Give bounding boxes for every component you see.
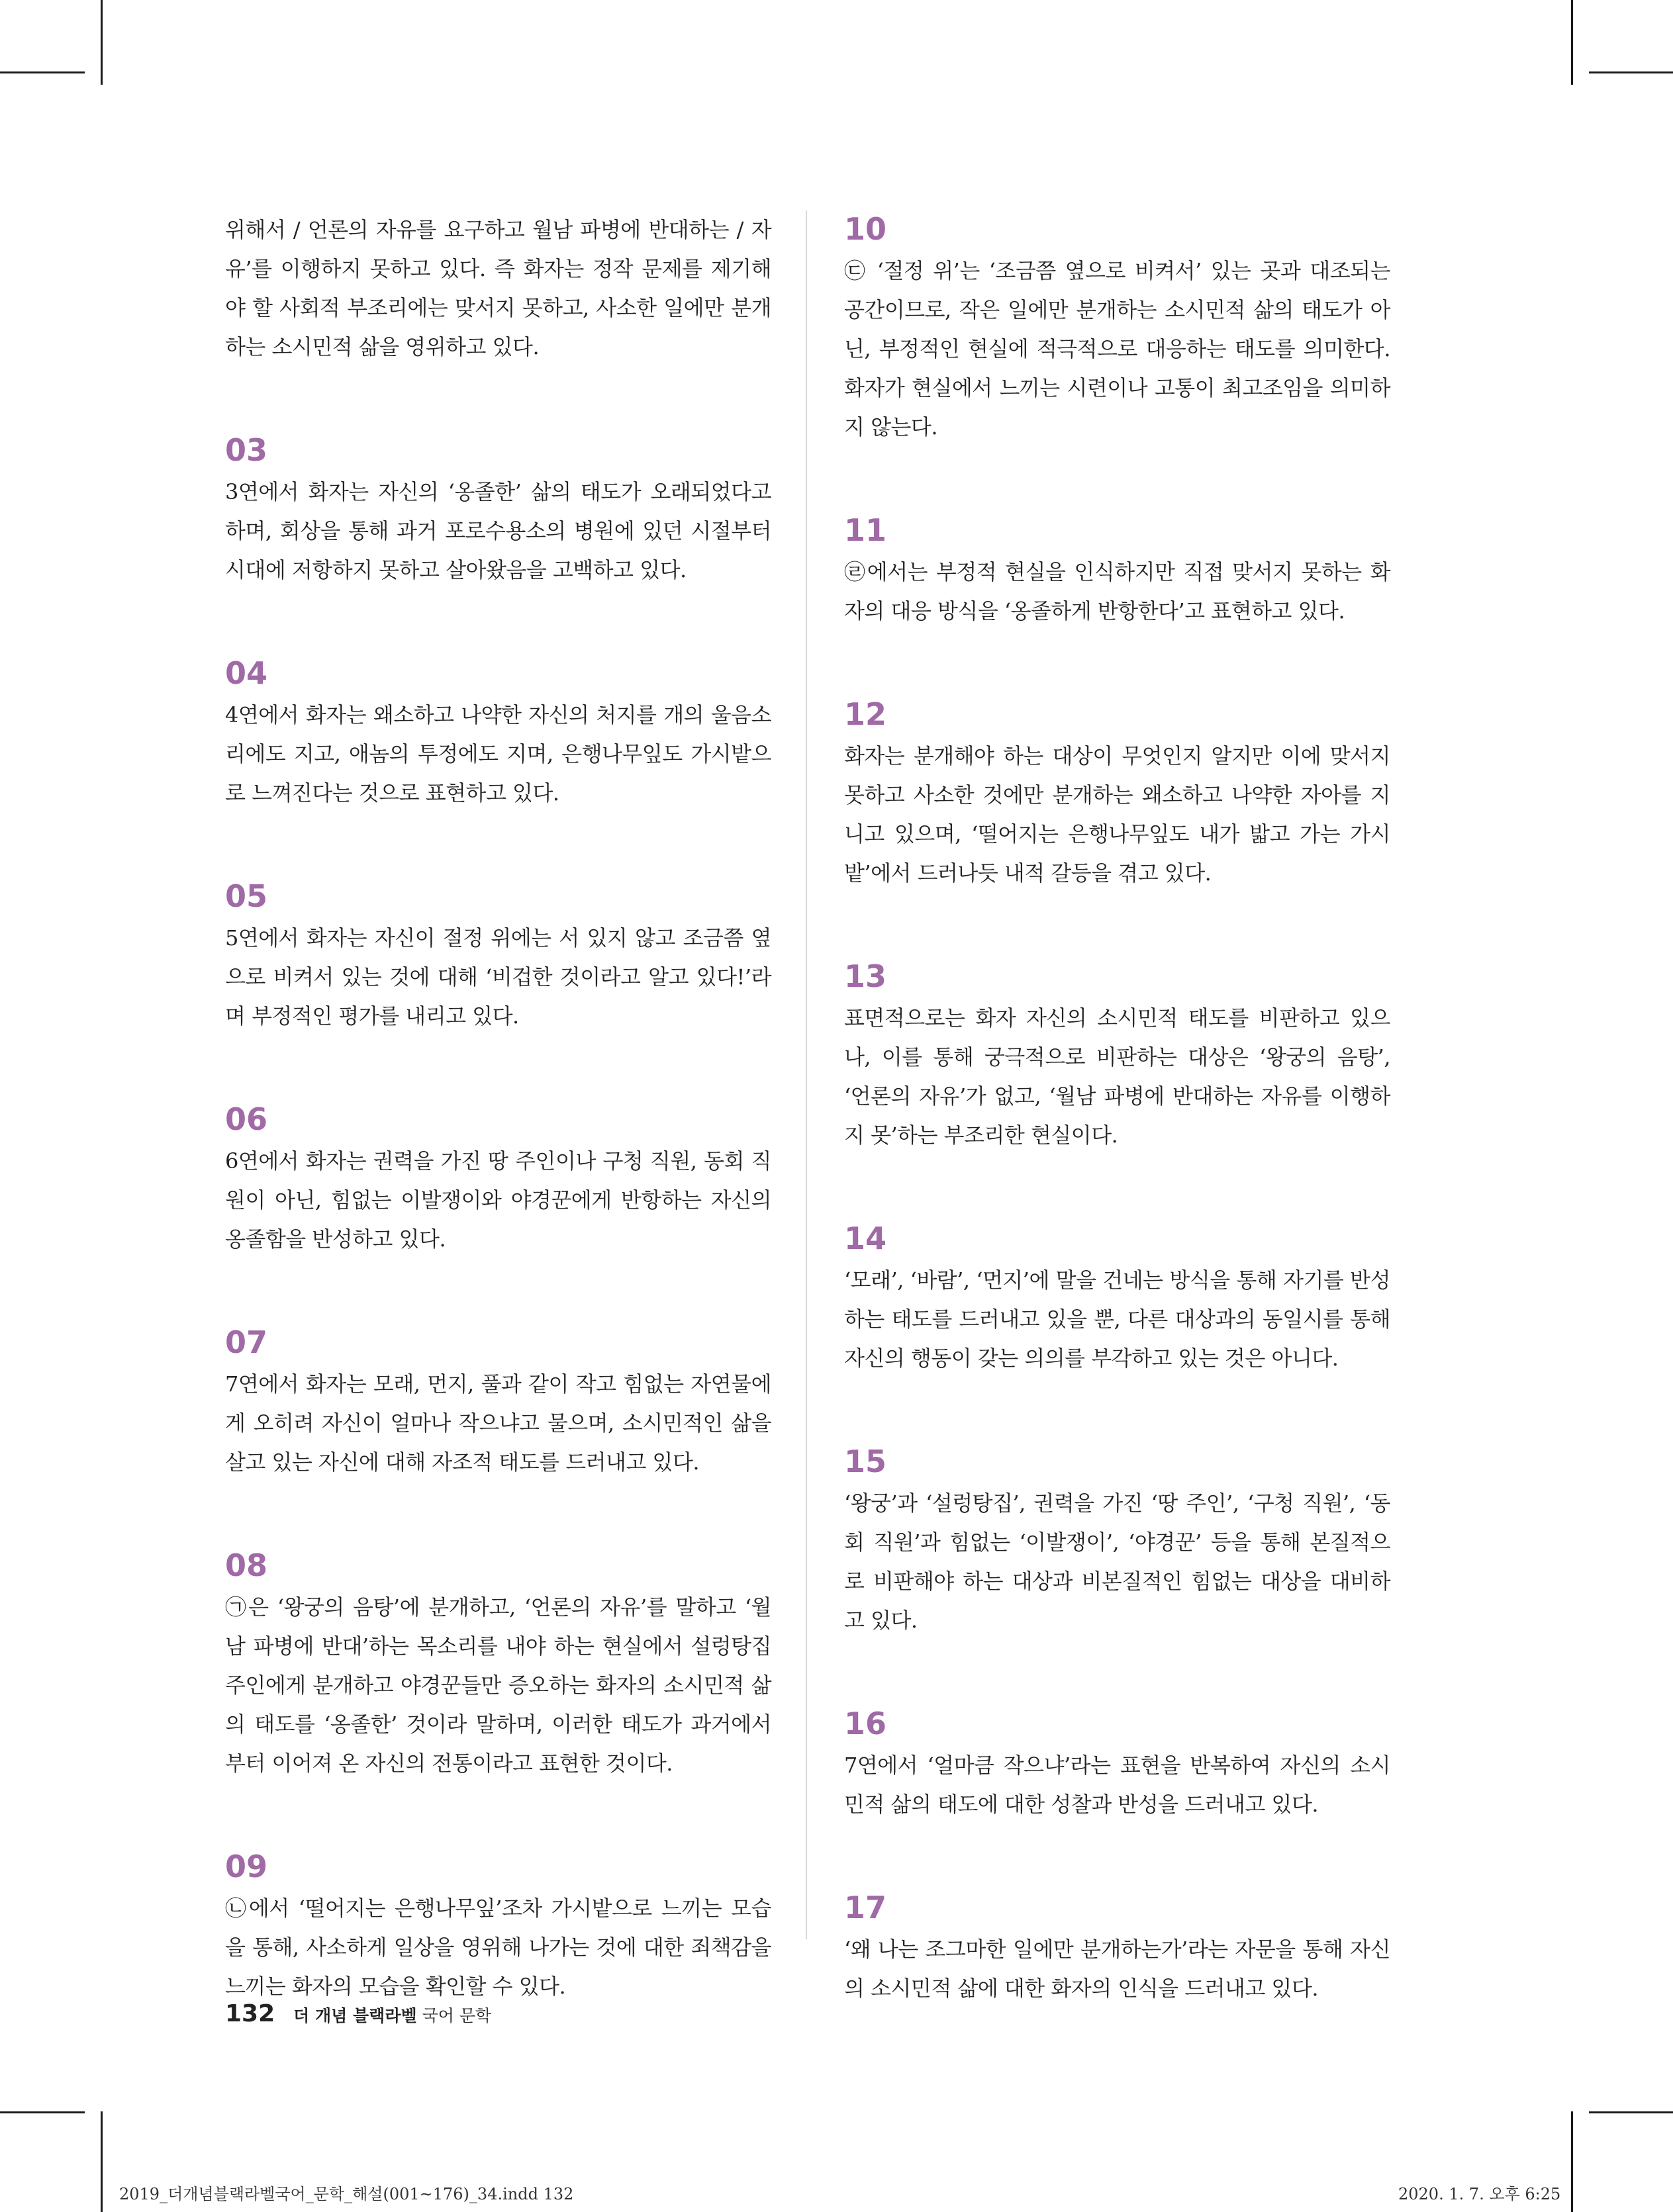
answer-text: 7연에서 ‘얼마큼 작으냐’라는 표현을 반복하여 자신의 소시민적 삶의 태도에 대한 성찰과 반성을 드러내고 있다.: [844, 1753, 1390, 1817]
answer-entry: [844, 696, 1390, 893]
left-column: [225, 210, 771, 2071]
answer-number: 05: [225, 878, 268, 914]
slug-file: 2019_더개념블랙라벨국어_문학_해설(001~176)_34.indd 132: [119, 2185, 574, 2203]
answer-text: ‘모래’, ‘바람’, ‘먼지’에 말을 건네는 방식을 통해 자기를 반성하는 태도를 드러내고 있을 뿐, 다른 대상과의 동일시를 통해 자신의 행동이 갖는 의의를 부각하고 있는 것은 아니다.: [844, 1267, 1390, 1371]
answer-number: 03: [225, 432, 268, 468]
answer-entry: [844, 1220, 1390, 1378]
answer-text: 4연에서 화자는 왜소하고 나약한 자신의 처지를 개의 울음소리에도 지고, 애놈의 투정에도 지며, 은행나무잎도 가시밭으로 느껴진다는 것으로 표현하고 있다.: [225, 702, 771, 806]
book-title-rest: 국어 문학: [422, 2006, 492, 2025]
answer-number: 16: [844, 1706, 887, 1741]
crop-mark-tl-h: [0, 71, 85, 73]
answer-entry: [844, 512, 1390, 631]
answer-number: 08: [225, 1547, 268, 1583]
answer-number: 09: [225, 1849, 268, 1884]
lead-paragraph: [225, 210, 771, 367]
answer-text: 5연에서 화자는 자신이 절정 위에는 서 있지 않고 조금쯤 옆으로 비켜서 있는 것에 대해 ‘비겁한 것이라고 알고 있다!’라며 부정적인 평가를 내리고 있다.: [225, 925, 771, 1029]
right-column: [844, 210, 1390, 2073]
answer-number: 04: [225, 655, 268, 691]
answer-entry: [844, 1705, 1390, 1824]
answer-entry: [225, 1848, 771, 2006]
answer-number: 17: [844, 1890, 887, 1925]
answer-entry: [225, 1324, 771, 1482]
crop-mark-tr-h: [1589, 71, 1673, 73]
answer-text: 7연에서 화자는 모래, 먼지, 풀과 같이 작고 힘없는 자연물에게 오히려 자신이 얼마나 작으냐고 물으며, 소시민적인 삶을 살고 있는 자신에 대해 자조적 태도를 드러내고 있다.: [225, 1371, 771, 1475]
answer-entry: [844, 958, 1390, 1155]
answer-number: 11: [844, 512, 887, 548]
answer-entry: [225, 432, 771, 590]
answer-text: 6연에서 화자는 권력을 가진 땅 주인이나 구청 직원, 동회 직원이 아닌, 힘없는 이발쟁이와 야경꾼에게 반항하는 자신의 옹졸함을 반성하고 있다.: [225, 1148, 771, 1252]
crop-mark-bl-v: [101, 2111, 103, 2212]
answer-text: 표면적으로는 화자 자신의 소시민적 태도를 비판하고 있으나, 이를 통해 궁극적으로 비판하는 대상은 ‘왕궁의 음탕’, ‘언론의 자유’가 없고, ‘월남 파병에 반대하는 자유를 이행하지 못’하는 부조리한 현실이다.: [844, 1005, 1390, 1148]
answer-number: 06: [225, 1101, 268, 1137]
slug-date: 2020. 1. 7. 오후 6:25: [1398, 2185, 1561, 2203]
left-entries: [225, 432, 771, 2006]
page-footer: [225, 2000, 491, 2027]
crop-mark-br-v: [1571, 2111, 1573, 2212]
answer-number: 13: [844, 958, 887, 994]
answer-text: ‘왜 나는 조그마한 일에만 분개하는가’라는 자문을 통해 자신의 소시민적 삶에 대한 화자의 인식을 드러내고 있다.: [844, 1937, 1390, 2001]
crop-mark-br-h: [1589, 2111, 1673, 2113]
answer-entry: [225, 1547, 771, 1783]
answer-number: 14: [844, 1221, 887, 1256]
answer-entry: [844, 210, 1390, 447]
column-divider: [806, 210, 807, 1939]
crop-mark-tl-v: [101, 0, 103, 85]
answer-number: 15: [844, 1444, 887, 1479]
answer-text: ‘왕궁’과 ‘설렁탕집’, 권력을 가진 ‘땅 주인’, ‘구청 직원’, ‘동회 직원’과 힘없는 ‘이발쟁이’, ‘야경꾼’ 등을 통해 본질적으로 비판해야 하는 대상과 비본질적인 힘없는 대상을 대비하고 있다.: [844, 1491, 1390, 1633]
crop-mark-tr-v: [1571, 0, 1573, 85]
answer-text: 3연에서 화자는 자신의 ‘옹졸한’ 삶의 태도가 오래되었다고 하며, 회상을 통해 과거 포로수용소의 병원에 있던 시절부터 시대에 저항하지 못하고 살아왔음을 고백하고 있다.: [225, 479, 771, 582]
right-entries: [844, 210, 1390, 2008]
crop-mark-bl-h: [0, 2111, 85, 2113]
answer-entry: [844, 1889, 1390, 2008]
page-number: 132: [225, 2000, 275, 2027]
answer-entry: [225, 878, 771, 1036]
book-title: [293, 2003, 491, 2027]
answer-entry: [225, 1101, 771, 1259]
answer-text: ㉡에서 ‘떨어지는 은행나무잎’조차 가시밭으로 느끼는 모습을 통해, 사소하게 일상을 영위해 나가는 것에 대한 죄책감을 느끼는 화자의 모습을 확인할 수 있다.: [225, 1896, 771, 1999]
answer-entry: [844, 1443, 1390, 1640]
answer-text: ㉢ ‘절정 위’는 ‘조금쯤 옆으로 비켜서’ 있는 곳과 대조되는 공간이므로, 작은 일에만 분개하는 소시민적 삶의 태도가 아닌, 부정적인 현실에 적극적으로 대응하는 태도를 의미한다. 화자가 현실에서 느끼는 시련이나 고통이 최고조임을 의미하지 않는다.: [844, 258, 1390, 439]
answer-text: 화자는 분개해야 하는 대상이 무엇인지 알지만 이에 맞서지 못하고 사소한 것에만 분개하는 왜소하고 나약한 자아를 지니고 있으며, ‘떨어지는 은행나무잎도 내가 밟고 가는 가시밭’에서 드러나듯 내적 갈등을 겪고 있다.: [844, 743, 1390, 886]
answer-number: 12: [844, 696, 887, 732]
answer-text: ㉣에서는 부정적 현실을 인식하지만 직접 맞서지 못하는 화자의 대응 방식을 ‘옹졸하게 반항한다’고 표현하고 있다.: [844, 559, 1390, 623]
answer-entry: [225, 655, 771, 813]
answer-number: 10: [844, 211, 887, 247]
lead-text: 위해서 / 언론의 자유를 요구하고 월남 파병에 반대하는 / 자유’를 이행하지 못하고 있다. 즉 화자는 정작 문제를 제기해야 할 사회적 부조리에는 맞서지 못하고, 사소한 일에만 분개하는 소시민적 삶을 영위하고 있다.: [225, 217, 771, 359]
book-title-bold: 더 개념 블랙라벨: [293, 2006, 417, 2025]
answer-text: ㉠은 ‘왕궁의 음탕’에 분개하고, ‘언론의 자유’를 말하고 ‘월남 파병에 반대’하는 목소리를 내야 하는 현실에서 설렁탕집 주인에게 분개하고 야경꾼들만 증오하는 화자의 소시민적 삶의 태도를 ‘옹졸한’ 것이라 말하며, 이러한 태도가 과거에서부터 이어져 온 자신의 전통이라고 표현한 것이다.: [225, 1594, 771, 1776]
answer-number: 07: [225, 1324, 268, 1360]
